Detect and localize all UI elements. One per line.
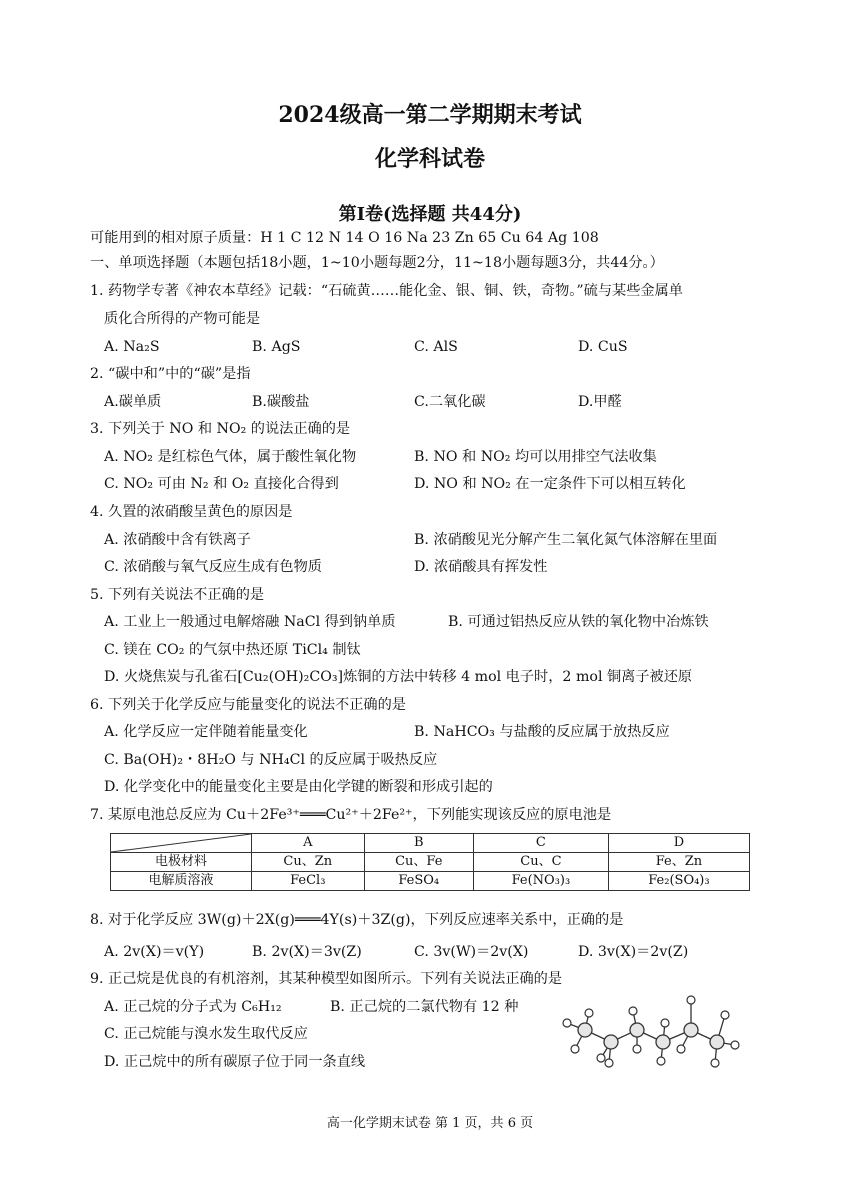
section-title: 第Ⅰ卷(选择题 共44分)	[338, 204, 522, 225]
q1-stem-cont: 质化合所得的产物可能是	[104, 311, 261, 327]
row-label-electrolyte: 电解质溶液	[111, 872, 252, 891]
table-cell: Fe(NO₃)₃	[473, 872, 608, 891]
q3-stem: 3. 下列关于 NO 和 NO₂ 的说法正确的是	[90, 421, 351, 437]
q1-option-d: D. CuS	[578, 339, 628, 355]
q2-option-d: D.甲醛	[578, 394, 622, 410]
q5-option-a: A. 工业上一般通过电解熔融 NaCl 得到钠单质	[104, 614, 396, 630]
q6-option-a: A. 化学反应一定伴随着能量变化	[104, 724, 308, 740]
hexane-ball-stick-model	[545, 985, 755, 1080]
exam-subject: 化学科试卷	[374, 146, 485, 172]
q8-stem: 8. 对于化学反应 3W(g)＋2X(g)═══4Y(s)＋3Z(g)，下列反应速率关系中，正确的是	[90, 912, 624, 928]
q9-option-b: B. 正己烷的二氯代物有 12 种	[330, 999, 519, 1015]
q1-option-c: C. AlS	[414, 339, 458, 355]
table-cell: FeSO₄	[364, 872, 473, 891]
q3-option-d: D. NO 和 NO₂ 在一定条件下可以相互转化	[414, 476, 686, 492]
atomic-mass-line: 可能用到的相对原子质量：H 1 C 12 N 14 O 16 Na 23 Zn 65 Cu 64 Ag 108	[90, 230, 599, 246]
q8-option-c: C. 3v(W)＝2v(X)	[414, 944, 529, 960]
table-row	[111, 872, 750, 891]
q9-option-c: C. 正己烷能与溴水发生取代反应	[104, 1026, 308, 1042]
q2-stem: 2. “碳中和”中的“碳”是指	[90, 366, 251, 382]
row-label-electrode: 电极材料	[111, 853, 252, 872]
q1-stem: 1. 药物学专著《神农本草经》记载：“石硫黄……能化金、银、铜、铁，奇物。”硫与某些金属单	[90, 283, 683, 299]
q8-option-b: B. 2v(X)＝3v(Z)	[252, 944, 362, 960]
table-cell: FeCl₃	[252, 872, 365, 891]
table-corner-cell	[111, 834, 252, 853]
q3-option-c: C. NO₂ 可由 N₂ 和 O₂ 直接化合得到	[104, 476, 339, 492]
q5-option-b: B. 可通过铝热反应从铁的氧化物中冶炼铁	[448, 614, 709, 630]
q4-stem: 4. 久置的浓硝酸呈黄色的原因是	[90, 504, 293, 520]
q6-stem: 6. 下列关于化学反应与能量变化的说法不正确的是	[90, 697, 406, 713]
part-heading: 一、单项选择题（本题包括18小题，1~10小题每题2分，11~18小题每题3分，共44分。）	[90, 255, 664, 271]
table-cell: Cu、Fe	[364, 853, 473, 872]
q8-option-d: D. 3v(X)＝2v(Z)	[578, 944, 689, 960]
q8-option-a: A. 2v(X)＝v(Y)	[104, 944, 205, 960]
q9-option-d: D. 正己烷中的所有碳原子位于同一条直线	[104, 1054, 366, 1070]
q6-option-d: D. 化学变化中的能量变化主要是由化学键的断裂和形成引起的	[104, 779, 493, 795]
q2-option-b: B.碳酸盐	[252, 394, 310, 410]
table-cell: Fe₂(SO₄)₃	[608, 872, 749, 891]
q7-table	[110, 833, 750, 891]
q4-option-c: C. 浓硝酸与氧气反应生成有色物质	[104, 559, 322, 575]
table-header-d: D	[608, 834, 749, 853]
q4-option-b: B. 浓硝酸见光分解产生二氧化氮气体溶解在里面	[414, 532, 718, 548]
q1-option-a: A. Na₂S	[104, 339, 160, 355]
q4-option-d: D. 浓硝酸具有挥发性	[414, 559, 548, 575]
table-cell: Cu、C	[473, 853, 608, 872]
q2-option-a: A.碳单质	[104, 394, 162, 410]
table-row	[111, 853, 750, 872]
q9-option-a: A. 正己烷的分子式为 C₆H₁₂	[104, 999, 282, 1015]
q4-option-a: A. 浓硝酸中含有铁离子	[104, 532, 251, 548]
q5-option-c: C. 镁在 CO₂ 的气氛中热还原 TiCl₄ 制钛	[104, 642, 361, 658]
q1-option-b: B. AgS	[252, 339, 301, 355]
q2-option-c: C.二氧化碳	[414, 394, 486, 410]
q7-stem: 7. 某原电池总反应为 Cu＋2Fe³⁺═══Cu²⁺＋2Fe²⁺，下列能实现该反应的原电池是	[90, 807, 612, 823]
diagonal-line	[111, 834, 251, 852]
q5-option-d: D. 火烧焦炭与孔雀石[Cu₂(OH)₂CO₃]炼铜的方法中转移 4 mol 电子时，2 mol 铜离子被还原	[104, 669, 693, 685]
table-cell: Cu、Zn	[252, 853, 365, 872]
q6-option-b: B. NaHCO₃ 与盐酸的反应属于放热反应	[414, 724, 670, 740]
q9-stem: 9. 正己烷是优良的有机溶剂，其某种模型如图所示。下列有关说法正确的是	[90, 971, 563, 987]
table-header-b: B	[364, 834, 473, 853]
q6-option-c: C. Ba(OH)₂・8H₂O 与 NH₄Cl 的反应属于吸热反应	[104, 752, 438, 768]
exam-title: 2024级高一第二学期期末考试	[278, 102, 582, 128]
q3-option-a: A. NO₂ 是红棕色气体，属于酸性氧化物	[104, 449, 357, 465]
table-header-c: C	[473, 834, 608, 853]
page-footer: 高一化学期末试卷 第 1 页，共 6 页	[326, 1116, 534, 1131]
q5-stem: 5. 下列有关说法不正确的是	[90, 587, 265, 603]
table-cell: Fe、Zn	[608, 853, 749, 872]
table-header-a: A	[252, 834, 365, 853]
q3-option-b: B. NO 和 NO₂ 均可以用排空气法收集	[414, 449, 657, 465]
